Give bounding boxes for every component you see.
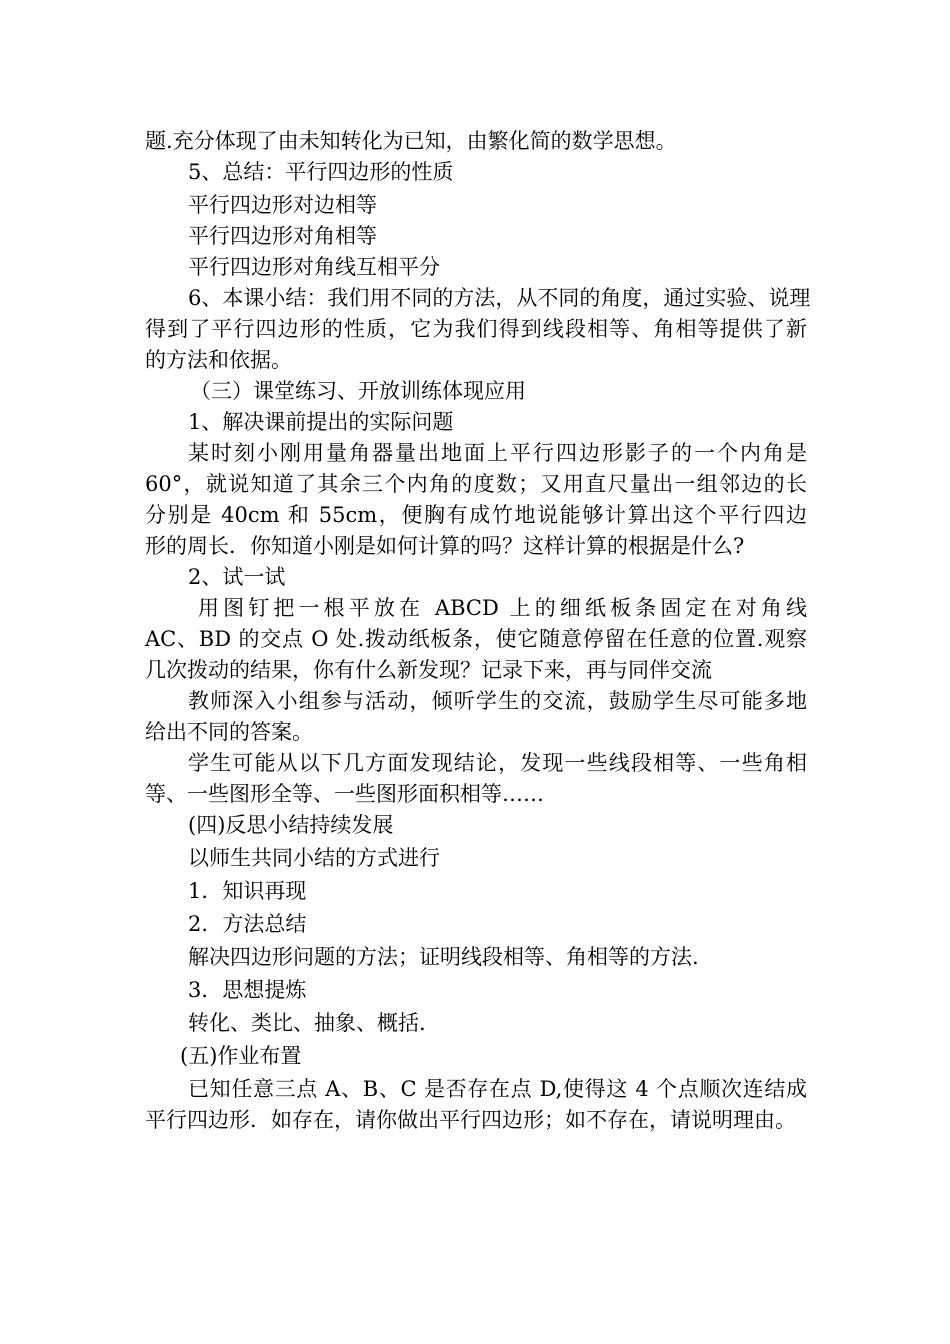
summary-heading: 5、总结：平行四边形的性质 <box>188 160 454 184</box>
list-item: 1．知识再现 <box>188 879 307 903</box>
paragraph-line: 以师生共同小结的方式进行 <box>188 846 440 870</box>
paragraph-line: 学生可能从以下几方面发现结论，发现一些线段相等、一些角相 <box>188 751 807 775</box>
paragraph-line: 转化、类比、抽象、概括. <box>188 1011 426 1035</box>
list-item: 2．方法总结 <box>188 912 307 936</box>
paragraph-line: 教师深入小组参与活动，倾听学生的交流，鼓励学生尽可能多地 <box>188 689 807 713</box>
section-heading: (五)作业布置 <box>180 1044 302 1068</box>
paragraph-line: 平行四边形．如存在，请你做出平行四边形；如不存在，请说明理由。 <box>145 1108 796 1132</box>
document-body <box>145 126 811 1136</box>
paragraph-line: 的方法和依据。 <box>145 348 292 372</box>
paragraph-line: 分别是 40cm 和 55cm，便胸有成竹地说能够计算出这个平行四边 <box>145 503 807 527</box>
paragraph-line: 用图钉把一根平放在 ABCD 上的细纸板条固定在对角线 <box>198 596 807 620</box>
paragraph-line: AC、BD 的交点 O 处.拨动纸板条，使它随意停留在任意的位置.观察 <box>145 627 807 651</box>
paragraph-line: 等、一些图形全等、一些图形面积相等…… <box>145 782 544 806</box>
paragraph-line: 给出不同的答案。 <box>145 720 313 744</box>
paragraph-line: 形的周长．你知道小刚是如何计算的吗？这样计算的根据是什么? <box>145 534 745 558</box>
paragraph-line: 已知任意三点 A、B、C 是否存在点 D,使得这 4 个点顺次连结成 <box>188 1077 807 1101</box>
subsection-heading: 1、解决课前提出的实际问题 <box>188 410 454 434</box>
paragraph-line: 60°，就说知道了其余三个内角的度数；又用直尺量出一组邻边的长 <box>145 472 807 496</box>
paragraph-line: 几次拨动的结果，你有什么新发现？记录下来，再与同伴交流 <box>145 658 712 682</box>
paragraph-line: 题.充分体现了由未知转化为已知，由繁化简的数学思想。 <box>145 129 677 153</box>
property-line: 平行四边形对边相等 <box>188 193 377 217</box>
paragraph-line: 解决四边形问题的方法；证明线段相等、角相等的方法. <box>188 945 699 969</box>
property-line: 平行四边形对角相等 <box>188 224 377 248</box>
paragraph-line: 某时刻小刚用量角器量出地面上平行四边形影子的一个内角是 <box>188 441 807 465</box>
paragraph-line: 得到了平行四边形的性质，它为我们得到线段相等、角相等提供了新 <box>145 317 807 341</box>
section-heading: （三）课堂练习、开放训练体现应用 <box>190 379 526 403</box>
list-item: 3．思想提炼 <box>188 978 307 1002</box>
property-line: 平行四边形对角线互相平分 <box>188 255 440 279</box>
section-heading: (四)反思小结持续发展 <box>188 813 394 837</box>
subsection-heading: 2、试一试 <box>188 565 286 589</box>
paragraph-line: 6、本课小结：我们用不同的方法，从不同的角度，通过实验、说理 <box>188 286 811 310</box>
